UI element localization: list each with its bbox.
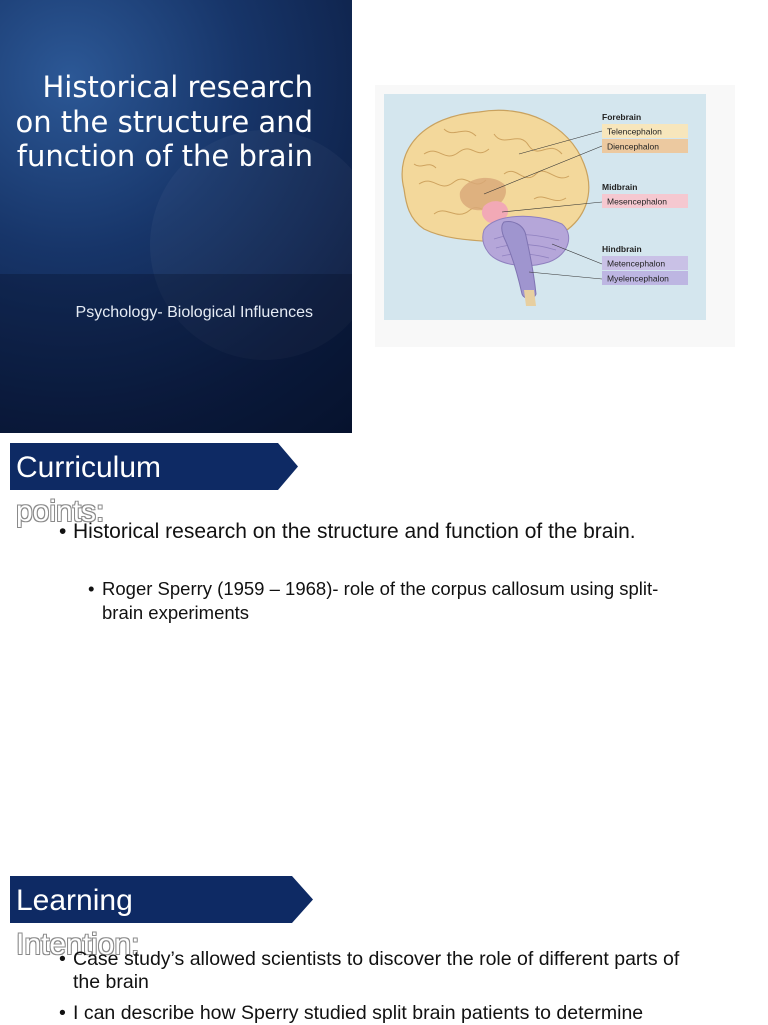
curriculum-sub-bullet-list [88,577,688,625]
legend-mesencephalon: Mesencephalon [607,196,668,207]
slide-subtitle: Psychology- Biological Influences [75,304,313,321]
curriculum-heading: Curriculum [16,451,162,484]
curriculum-bullet-main: Historical research on the structure and function of the brain. [73,520,636,543]
list-item [59,1002,699,1025]
legend-metencephalon: Metencephalon [607,258,666,269]
legend-heading-forebrain: Forebrain [602,112,642,122]
legend-diencephalon: Diencephalon [607,141,659,152]
spinal-cord-shape [524,290,536,306]
slide-title: Historical research on the structure and function of the brain [15,70,313,173]
list-item [59,518,699,545]
title-slide [0,0,352,433]
legend-heading-midbrain: Midbrain [602,182,638,192]
curriculum-bullet-list [59,518,699,545]
decorative-band [0,274,352,433]
legend-heading-hindbrain: Hindbrain [602,244,642,254]
curriculum-heading-overflow: points: [16,495,105,528]
brain-diagram [384,94,706,320]
learning-heading: Learning [16,884,133,917]
list-item [88,577,688,625]
legend-myelencephalon: Myelencephalon [607,273,669,284]
legend-telencephalon: Telencephalon [607,126,662,137]
curriculum-banner [10,443,300,490]
curriculum-bullet-sub: Roger Sperry (1959 – 1968)- role of the corpus callosum using split-brain experiments [102,578,659,623]
learning-banner [10,876,315,923]
learning-bullet-list [59,948,699,1025]
brain-figure-frame [375,85,735,347]
learning-bullet-1: Case study’s allowed scientists to discover the role of different parts of the brain [73,948,680,993]
learning-heading-overflow: Intention: [16,928,140,961]
list-item [59,948,699,994]
learning-bullet-2: I can describe how Sperry studied split brain patients to determine [73,1002,644,1024]
